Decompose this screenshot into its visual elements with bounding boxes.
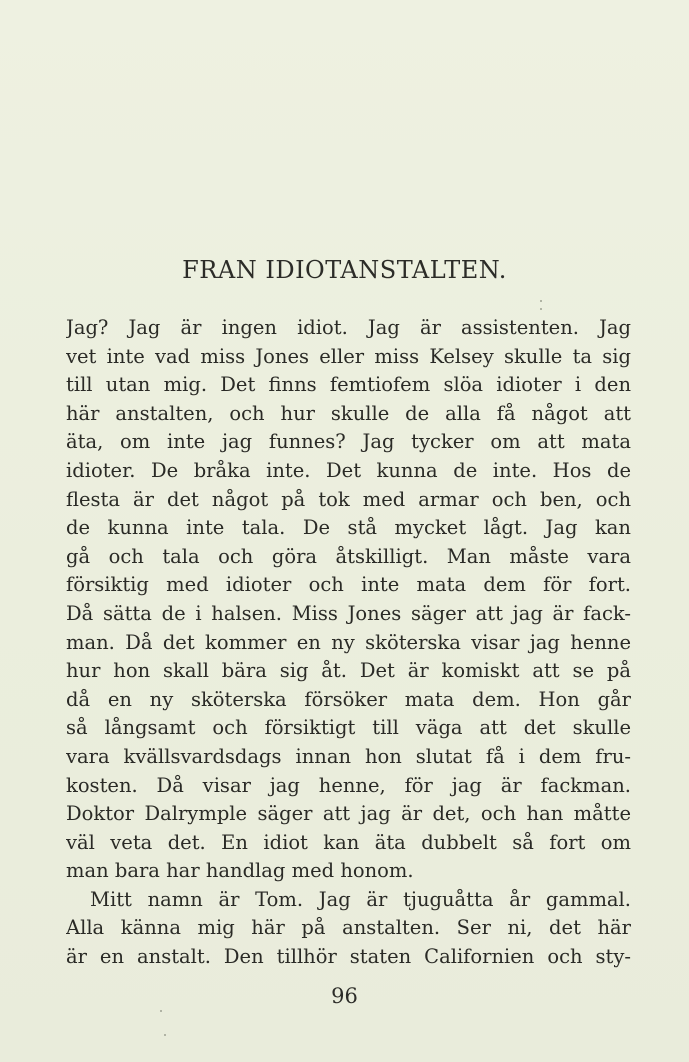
text-line-18: Doktor Dalrymple säger att jag är det, och han måtte bbox=[66, 802, 631, 826]
text-line-10: försiktig med idioter och inte mata dem för fort. bbox=[66, 573, 631, 597]
text-line-14: då en ny sköterska försöker mata dem. Hon går bbox=[66, 687, 631, 711]
text-line-5: äta, om inte jag funnes? Jag tycker om att mata bbox=[66, 430, 631, 454]
text-line-13: hur hon skall bära sig åt. Det är komiskt att se på bbox=[66, 659, 631, 683]
text-line-21: Mitt namn är Tom. Jag är tjuguåtta år gammal. bbox=[90, 887, 631, 911]
text-line-9: gå och tala och göra åtskilligt. Man måste vara bbox=[66, 544, 631, 568]
text-line-20: man bara har handlag med honom. bbox=[66, 859, 414, 883]
text-line-23: är en anstalt. Den tillhör staten Californien och sty- bbox=[66, 945, 631, 969]
text-line-2: vet inte vad miss Jones eller miss Kelsey skulle ta sig bbox=[66, 344, 631, 368]
text-line-17: kosten. Då visar jag henne, för jag är fackman. bbox=[66, 773, 631, 797]
text-line-6: idioter. De bråka inte. Det kunna de inte. Hos de bbox=[66, 458, 631, 482]
body-text bbox=[66, 314, 631, 972]
paper-speck bbox=[164, 1034, 166, 1036]
text-line-15: så långsamt och försiktigt till väga att det skulle bbox=[66, 716, 631, 740]
text-line-1: Jag? Jag är ingen idiot. Jag är assistenten. Jag bbox=[66, 316, 631, 339]
paper-speck bbox=[160, 1010, 162, 1012]
text-line-3: till utan mig. Det finns femtiofem slöa idioter i den bbox=[66, 373, 631, 397]
text-line-11: Då sätta de i halsen. Miss Jones säger att jag är fack- bbox=[66, 601, 631, 625]
paper-speck bbox=[540, 308, 542, 310]
text-line-22: Alla känna mig här på anstalten. Ser ni, det här bbox=[66, 916, 631, 940]
paper-speck bbox=[540, 300, 542, 302]
chapter-title: FRAN IDIOTANSTALTEN. bbox=[182, 256, 507, 284]
text-line-4: här anstalten, och hur skulle de alla få något att bbox=[66, 401, 631, 425]
text-line-7: flesta är det något på tok med armar och ben, och bbox=[66, 487, 631, 511]
text-line-16: vara kvällsvardsdags innan hon slutat få i dem fru- bbox=[66, 744, 631, 768]
text-line-12: man. Då det kommer en ny sköterska visar jag henne bbox=[66, 630, 631, 654]
page-number: 96 bbox=[331, 984, 358, 1008]
text-line-19: väl veta det. En idiot kan äta dubbelt så fort om bbox=[66, 830, 631, 854]
text-line-8: de kunna inte tala. De stå mycket lågt. Jag kan bbox=[66, 516, 631, 540]
